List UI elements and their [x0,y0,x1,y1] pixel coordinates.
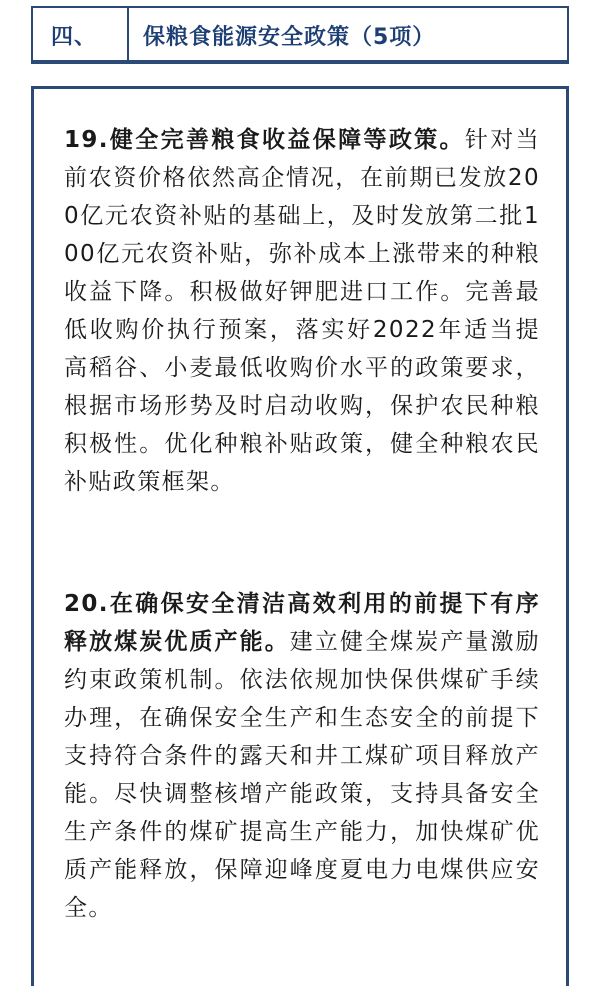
policy-item-19-body: 针对当前农资价格依然高企情况，在前期已发放200亿元农资补贴的基础上，及时发放第二批100亿元农资补贴，弥补成本上涨带来的种粮收益下降。积极做好钾肥进口工作。完善最低收购价执行预案，落实好2022年适当提高稻谷、小麦最低收购价水平的政策要求，根据市场形势及时启动收购，保护农民种粮积极性。优化种粮补贴政策，健全种粮农民补贴政策框架。 [64,127,541,495]
section-title: 保粮食能源安全政策（5项） [143,24,436,50]
policy-item-19 [64,121,540,501]
policy-item-20-lead: 20.在确保安全清洁高效利用的前提下有序释放煤炭优质产能。 [64,591,540,655]
header-underline [31,60,569,62]
policy-item-19-lead: 19.健全完善粮食收益保障等政策。 [64,127,465,153]
policy-item-20 [64,585,540,927]
section-header [31,6,569,64]
section-number: 四、 [33,8,129,62]
policy-item-20-body: 建立健全煤炭产量激励约束政策机制。依法依规加快保供煤矿手续办理，在确保安全生产和生态安全的前提下支持符合条件的露天和井工煤矿项目释放产能。尽快调整核增产能政策，支持具备安全生产条件的煤矿提高生产能力，加快煤矿优质产能释放，保障迎峰度夏电力电煤供应安全。 [64,629,540,921]
